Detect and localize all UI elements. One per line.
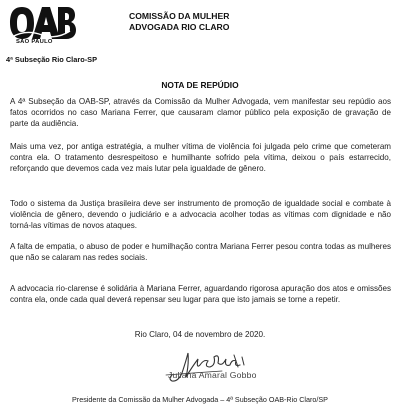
logo-subtitle: SÃO PAULO [16,39,53,45]
logo-letter-b [58,7,76,39]
signatory-name: Juliana Amaral Gobbo [168,370,257,380]
commission-line-1: COMISSÃO DA MULHER [129,11,230,21]
signatory-role: Presidente da Comissão da Mulher Advogada – 4ª Subseção OAB-Rio Claro/SP [72,395,328,404]
oab-logo [8,5,76,53]
document-title: NOTA DE REPÚDIO [161,80,239,90]
logo-letter-o [10,7,34,39]
commission-heading [129,11,229,33]
paragraph-1: A 4ª Subseção da OAB-SP, através da Comissão da Mulher Advogada, vem manifestar seu repúdio aos fatos ocorridos no caso Mariana Ferrer, que causaram clamor público pela exposição de gravação de parte da audiência. [10,97,391,128]
commission-line-2: ADVOGADA RIO CLARO [129,22,230,32]
paragraph-5: A advocacia rio-clarense é solidária à Mariana Ferrer, aguardando rigorosa apuração dos atos e omissões contra ela, onde cada qual deverá repensar seu lugar para que isto jamais se torne a repetir. [10,284,391,304]
subsecao-label: 4ª Subseção Rio Claro-SP [6,55,98,64]
logo-letter-a [32,7,60,39]
paragraph-3: Todo o sistema da Justiça brasileira deve ser instrumento de promoção de igualdade social e combate à violência de gênero, devendo o judiciário e a advocacia acolher todas as vítimas com dignidade e não torná-las vítimas de novos ataques. [10,199,391,230]
paragraph-4: A falta de empatia, o abuso de poder e humilhação contra Mariana Ferrer pesou contra todas as mulheres que não se calaram nas redes sociais. [10,242,391,262]
document-date: Rio Claro, 04 de novembro de 2020. [134,330,266,339]
paragraph-2: Mais uma vez, por antiga estratégia, a mulher vítima de violência foi julgada pelo crime que cometeram contra ela. O tratamento desrespeitoso e humilhante sofrido pela vítima, deixou o país estarrecido, reforçando que devemos cada vez mais lutar pela igualdade de gênero. [10,142,391,173]
